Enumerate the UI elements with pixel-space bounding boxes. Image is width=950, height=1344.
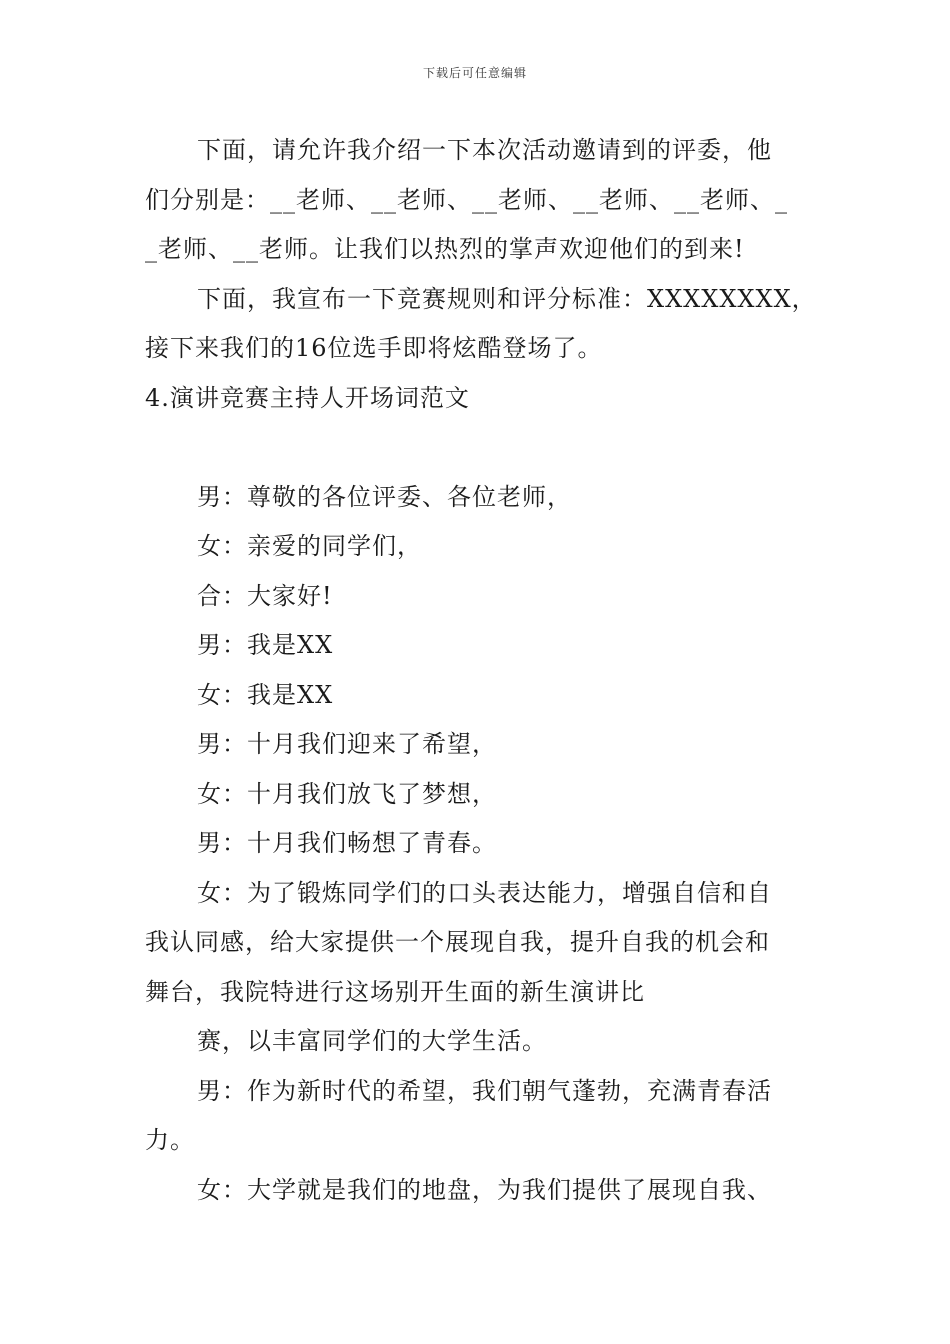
document-body xyxy=(145,126,817,1215)
dialogue-line: 女：十月我们放飞了梦想， xyxy=(197,779,497,808)
page-header: 下载后可任意编辑 xyxy=(422,66,527,80)
dialogue-line: 合：大家好! xyxy=(197,581,333,610)
dialogue-line: 赛，以丰富同学们的大学生活。 xyxy=(197,1027,547,1055)
dialogue-line: 女：大学就是我们的地盘，为我们提供了展现自我、 xyxy=(197,1175,772,1204)
dialogue-line: 我认同感，给大家提供一个展现自我，提升自我的机会和 xyxy=(145,928,770,956)
paragraph-line: 下面，我宣布一下竞赛规则和评分标准：XXXXXXXX， xyxy=(197,284,817,313)
dialogue-line: 男：尊敬的各位评委、各位老师， xyxy=(197,482,572,511)
paragraph-line: _老师、__老师。让我们以热烈的掌声欢迎他们的到来! xyxy=(145,235,745,263)
dialogue-line: 男：作为新时代的希望，我们朝气蓬勃，充满青春活 xyxy=(197,1076,772,1105)
paragraph-line: 接下来我们的16位选手即将炫酷登场了。 xyxy=(145,334,603,362)
blank-line xyxy=(145,423,810,473)
section-heading: 4.演讲竞赛主持人开场词范文 xyxy=(145,383,470,412)
dialogue-line: 男：我是XX xyxy=(197,631,334,659)
paragraph-line: 下面，请允许我介绍一下本次活动邀请到的评委，他 xyxy=(197,136,772,164)
dialogue-line: 男：十月我们迎来了希望， xyxy=(197,730,497,758)
dialogue-line: 力。 xyxy=(145,1126,195,1154)
dialogue-line: 舞台，我院特进行这场别开生面的新生演讲比 xyxy=(145,977,645,1006)
dialogue-line: 男：十月我们畅想了青春。 xyxy=(197,829,497,857)
dialogue-line: 女：我是XX xyxy=(197,680,334,709)
dialogue-line: 女：亲爱的同学们， xyxy=(197,532,422,560)
dialogue-line: 女：为了锻炼同学们的口头表达能力，增强自信和自 xyxy=(197,878,772,907)
paragraph-line: 们分别是：__老师、__老师、__老师、__老师、__老师、_ xyxy=(145,185,788,214)
